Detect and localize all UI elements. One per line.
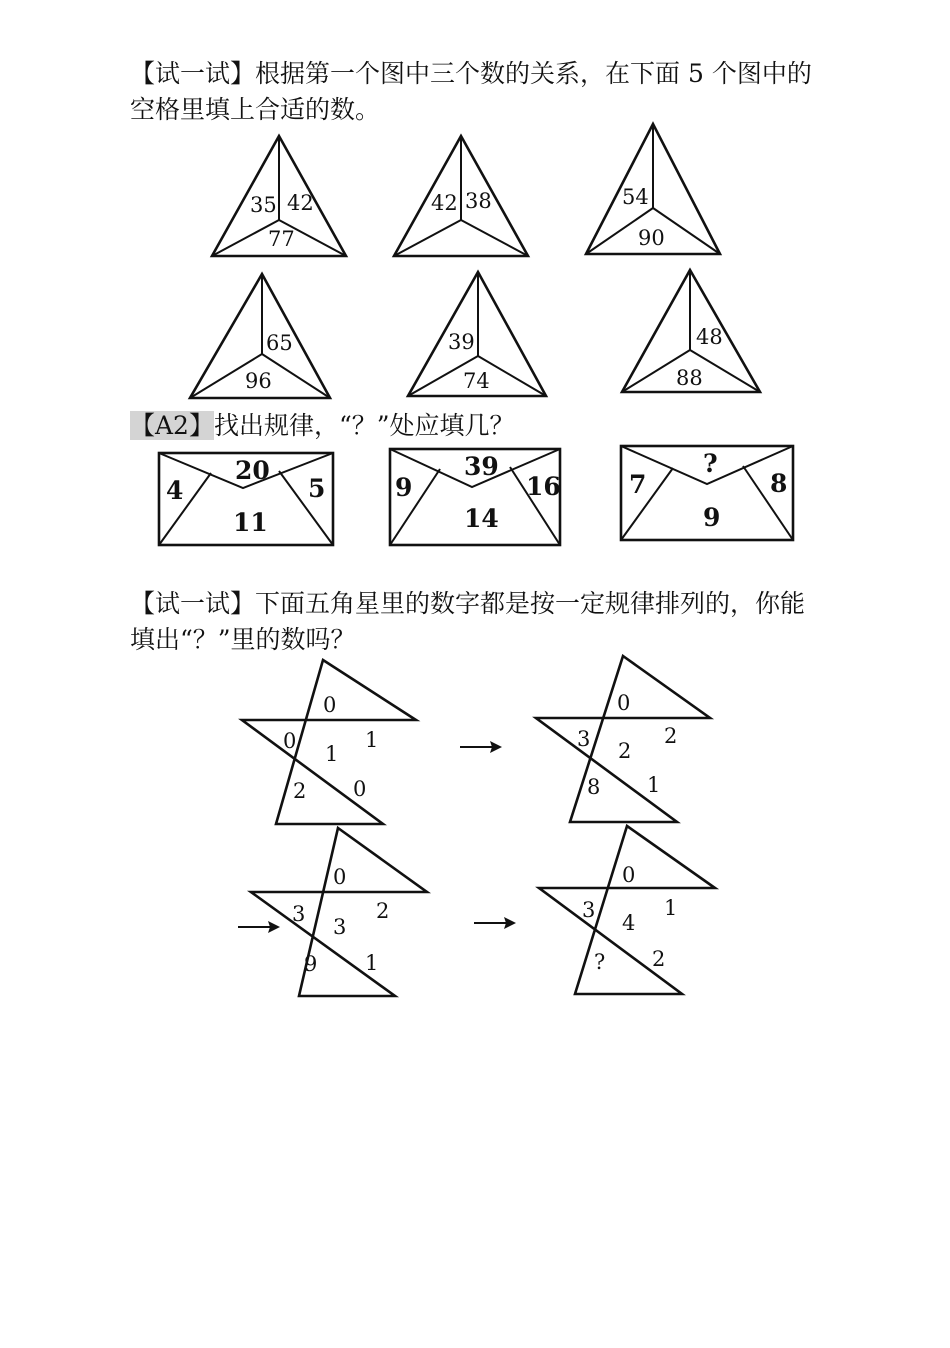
triangle-left-value: 39 (448, 330, 475, 354)
star-figure (534, 654, 714, 826)
envelope-bottom-value: 11 (233, 508, 268, 537)
instruction-paragraph-2 (130, 408, 515, 444)
star-bottom-right-value: 2 (652, 947, 666, 971)
triangle-left-value: 35 (250, 193, 277, 217)
envelope-left-value: 9 (395, 473, 413, 502)
star-left-value: 3 (292, 902, 306, 926)
star-right-value: 2 (376, 899, 390, 923)
envelope-bottom-value: 14 (464, 504, 499, 533)
instruction-paragraph-1 (130, 56, 830, 128)
triangle-right-value: 38 (465, 189, 492, 213)
triangle-right-value: 48 (696, 325, 723, 349)
instruction-paragraph-3 (130, 586, 830, 658)
star-top-value: 0 (323, 693, 337, 717)
triangle-bottom-value: 74 (463, 369, 490, 393)
right-arrow-icon (458, 738, 504, 756)
envelope-left-value: 7 (629, 470, 647, 499)
star-left-value: 3 (582, 898, 596, 922)
envelope-right-value: 5 (308, 474, 326, 503)
star-center-value: 1 (325, 742, 339, 766)
envelope-top-value: 39 (464, 452, 499, 481)
star-bottom-left-value: 8 (587, 775, 601, 799)
star-bottom-left-value: 9 (304, 952, 318, 976)
star-right-value: 1 (365, 728, 379, 752)
right-arrow-icon (472, 914, 518, 932)
envelope-figure (388, 447, 562, 547)
star-right-value: 1 (664, 896, 678, 920)
star-bottom-right-value: 1 (365, 951, 379, 975)
envelope-top-value: 20 (235, 456, 270, 485)
instruction-text: 根据第一个图中三个数的关系，在下面 5 个图中的空格里填上合适的数。 (130, 59, 812, 124)
envelope-right-value: 16 (526, 472, 561, 501)
star-top-value: 0 (333, 865, 347, 889)
star-left-value: 0 (283, 729, 297, 753)
envelope-right-value: 8 (770, 469, 788, 498)
star-bottom-right-value: 1 (647, 773, 661, 797)
star-figure (249, 826, 431, 998)
triangle-right-value: 65 (266, 331, 293, 355)
triangle-bottom-value: 90 (638, 226, 665, 250)
triangle-figure (392, 134, 532, 260)
triangle-figure (210, 134, 350, 260)
star-bottom-right-value: 0 (353, 777, 367, 801)
section-tag: 【试一试】 (130, 589, 256, 618)
instruction-text: 下面五角星里的数字都是按一定规律排列的，你能填出“？”里的数吗？ (130, 589, 806, 654)
envelope-bottom-value: 9 (703, 503, 721, 532)
triangle-right-value: 42 (287, 191, 314, 215)
triangle-figure (620, 268, 762, 396)
star-center-value: 3 (333, 915, 347, 939)
triangle-bottom-value: 88 (676, 366, 703, 390)
triangle-left-value: 42 (431, 191, 458, 215)
section-tag: 【试一试】 (130, 59, 256, 88)
star-figure (240, 658, 420, 828)
star-figure (537, 824, 719, 998)
star-left-value: 3 (577, 727, 591, 751)
triangle-figure (188, 272, 334, 402)
star-right-value: 2 (664, 724, 678, 748)
triangle-figure (406, 270, 550, 400)
star-center-value: 2 (618, 739, 632, 763)
envelope-figure (157, 451, 335, 547)
star-center-value: 4 (622, 911, 636, 935)
star-bottom-left-value: 2 (293, 779, 307, 803)
triangle-figure (584, 122, 724, 258)
star-bottom-left-value: ? (594, 950, 606, 974)
envelope-figure (619, 444, 795, 544)
triangle-bottom-value: 96 (245, 369, 272, 393)
triangle-bottom-value: 77 (268, 227, 295, 251)
star-top-value: 0 (617, 691, 631, 715)
envelope-top-value: ? (703, 449, 718, 478)
section-tag: 【A2】 (130, 411, 214, 440)
instruction-text: 找出规律，“？”处应填几？ (213, 411, 515, 440)
triangle-left-value: 54 (622, 185, 649, 209)
envelope-left-value: 4 (166, 476, 184, 505)
star-top-value: 0 (622, 863, 636, 887)
